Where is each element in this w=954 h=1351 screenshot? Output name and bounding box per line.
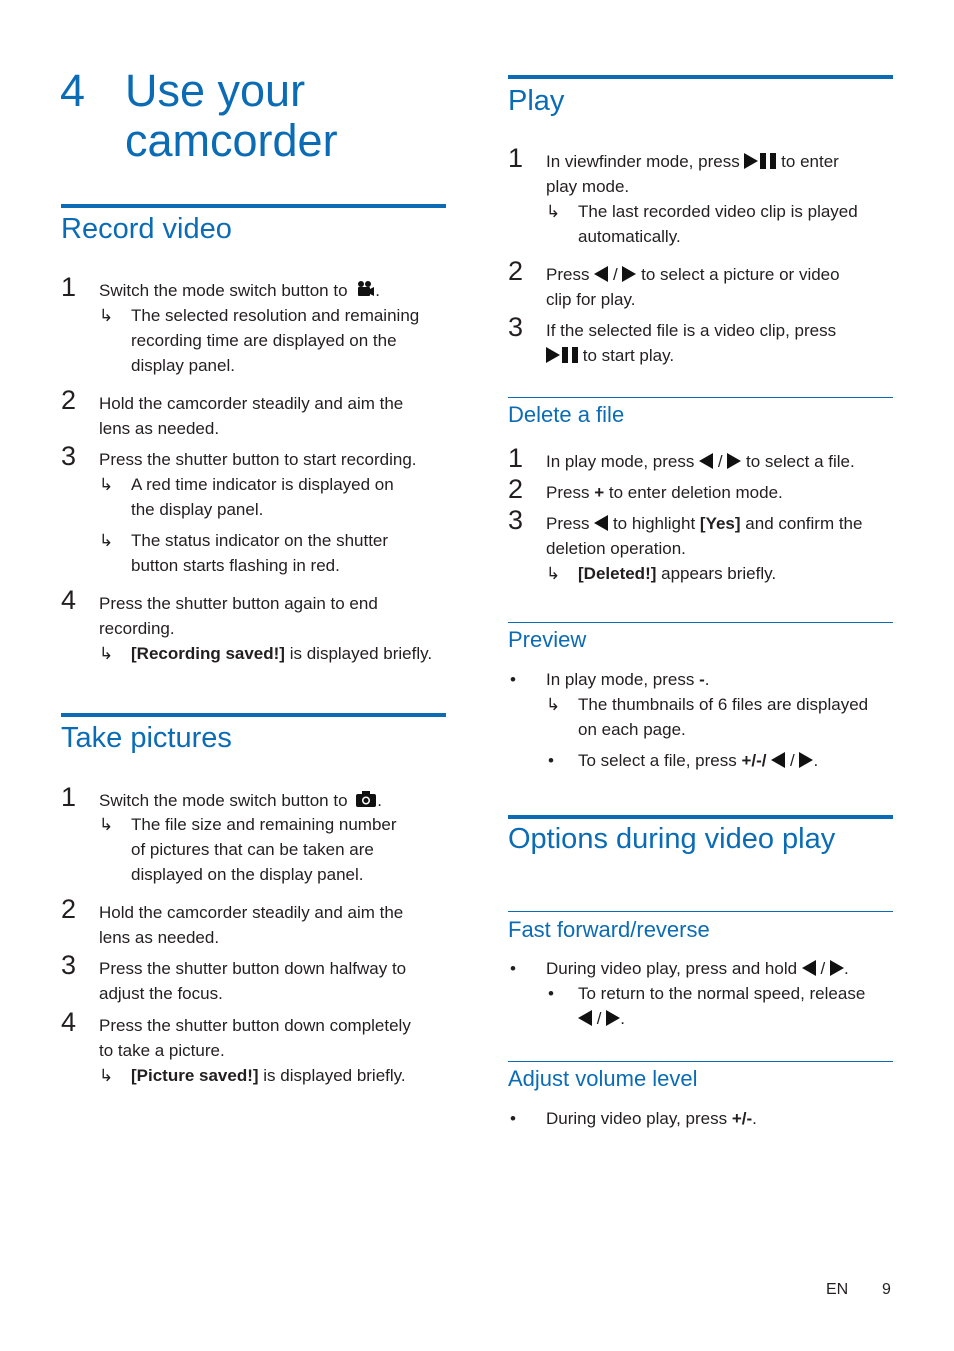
chapter-title xyxy=(125,66,338,166)
section-title-record-video: Record video xyxy=(61,213,232,245)
step-text: Press the shutter button down halfway to adjust the focus. xyxy=(99,959,407,1003)
subsection-title-delete: Delete a file xyxy=(508,402,625,427)
pause-icon xyxy=(562,347,578,363)
left-arrow-icon xyxy=(594,515,608,531)
result-arrow-icon: ↳ xyxy=(99,815,114,834)
step-number: 1 xyxy=(61,272,77,302)
chapter-number: 4 xyxy=(60,65,86,116)
chapter-title-line2: camcorder xyxy=(125,115,338,166)
result-text: [Recording saved!] is displayed briefly. xyxy=(131,644,433,663)
step-text: Hold the camcorder steadily and aim the lens as needed. xyxy=(99,394,404,438)
subsection-rule xyxy=(508,911,893,912)
section-rule xyxy=(61,204,446,208)
result-text: [Picture saved!] is displayed briefly. xyxy=(131,1066,406,1085)
result-arrow-icon: ↳ xyxy=(546,695,561,714)
footer-language: EN xyxy=(826,1281,849,1298)
step-text: In viewfinder mode, press to enter play mode. xyxy=(546,152,839,196)
step-number: 4 xyxy=(61,1007,77,1037)
subsection-rule xyxy=(508,397,893,398)
photo-camera-icon xyxy=(355,790,377,808)
right-arrow-icon xyxy=(727,453,741,469)
step-number: 3 xyxy=(508,505,524,535)
result-text: The status indicator on the shutter button starts flashing in red. xyxy=(131,531,389,575)
play-icon xyxy=(744,153,758,169)
result-text: The selected resolution and remaining recording time are displayed on the display panel. xyxy=(131,306,420,375)
section-rule xyxy=(508,75,893,79)
step-number: 1 xyxy=(508,443,524,473)
step-text: In play mode, press / to select a file. xyxy=(546,452,855,471)
bullet: • xyxy=(510,1109,516,1128)
right-arrow-icon xyxy=(606,1010,620,1026)
step-number: 2 xyxy=(508,474,524,504)
right-arrow-icon xyxy=(622,266,636,282)
step-number: 3 xyxy=(61,950,77,980)
left-arrow-icon xyxy=(771,752,785,768)
video-camera-icon xyxy=(355,280,375,298)
section-title-play: Play xyxy=(508,85,565,117)
bullet: • xyxy=(548,984,554,1003)
left-arrow-icon xyxy=(802,960,816,976)
subsection-title-fast-forward: Fast forward/reverse xyxy=(508,917,710,942)
result-text: The thumbnails of 6 files are displayed on each page. xyxy=(578,695,869,739)
result-arrow-icon: ↳ xyxy=(99,475,114,494)
subsection-rule xyxy=(508,1061,893,1062)
result-arrow-icon: ↳ xyxy=(99,306,114,325)
step-text: Press the shutter button again to end recording. xyxy=(99,594,378,638)
step-text: Switch the mode switch button to . xyxy=(99,791,382,810)
step-number: 4 xyxy=(61,585,77,615)
bullet: • xyxy=(510,959,516,978)
left-arrow-icon xyxy=(594,266,608,282)
bullet-text: In play mode, press -. xyxy=(546,670,710,689)
result-text: The last recorded video clip is played automatically. xyxy=(578,202,858,246)
left-arrow-icon xyxy=(578,1010,592,1026)
step-text: Hold the camcorder steadily and aim the lens as needed. xyxy=(99,903,404,947)
step-text: Press / to select a picture or video clip for play. xyxy=(546,265,840,309)
section-rule xyxy=(508,815,893,819)
bullet-text: To select a file, press +/-/ / . xyxy=(578,751,819,770)
subsection-title-volume: Adjust volume level xyxy=(508,1066,698,1091)
step-text: Press the shutter button down completely to take a picture. xyxy=(99,1016,411,1060)
section-title-take-pictures: Take pictures xyxy=(61,722,232,754)
bullet: • xyxy=(510,670,516,689)
step-number: 2 xyxy=(508,256,524,286)
step-number: 2 xyxy=(61,894,77,924)
step-text: Press + to enter deletion mode. xyxy=(546,483,783,502)
result-arrow-icon: ↳ xyxy=(546,202,561,221)
subsection-rule xyxy=(508,622,893,623)
bullet-text: During video play, press and hold / . xyxy=(546,959,849,978)
step-number: 3 xyxy=(508,312,524,342)
result-text: The file size and remaining number of pictures that can be taken are displayed on the display panel. xyxy=(131,815,397,884)
step-text: Press to highlight [Yes] and confirm the deletion operation. xyxy=(546,514,863,558)
chapter-title-line1: Use your xyxy=(125,65,306,116)
result-text: A red time indicator is displayed on the display panel. xyxy=(131,475,394,519)
bullet: • xyxy=(548,751,554,770)
result-arrow-icon: ↳ xyxy=(546,564,561,583)
result-text: [Deleted!] appears briefly. xyxy=(578,564,777,583)
step-number: 2 xyxy=(61,385,77,415)
result-arrow-icon: ↳ xyxy=(99,531,114,550)
right-arrow-icon xyxy=(799,752,813,768)
step-text: If the selected file is a video clip, press to start play. xyxy=(546,321,837,365)
play-icon xyxy=(546,347,560,363)
right-arrow-icon xyxy=(830,960,844,976)
result-arrow-icon: ↳ xyxy=(99,1066,114,1085)
subsection-title-preview: Preview xyxy=(508,627,587,652)
page-number: 9 xyxy=(882,1281,891,1298)
bullet-text: During video play, press +/-. xyxy=(546,1109,757,1128)
left-arrow-icon xyxy=(699,453,713,469)
step-text: Switch the mode switch button to . xyxy=(99,281,380,300)
section-title-options: Options during video play xyxy=(508,823,836,855)
pause-icon xyxy=(760,153,776,169)
step-text: Press the shutter button to start recording. xyxy=(99,450,417,469)
step-number: 3 xyxy=(61,441,77,471)
bullet-text: To return to the normal speed, release / . xyxy=(578,984,866,1028)
section-rule xyxy=(61,713,446,717)
step-number: 1 xyxy=(508,143,524,173)
result-arrow-icon: ↳ xyxy=(99,644,114,663)
step-number: 1 xyxy=(61,782,77,812)
